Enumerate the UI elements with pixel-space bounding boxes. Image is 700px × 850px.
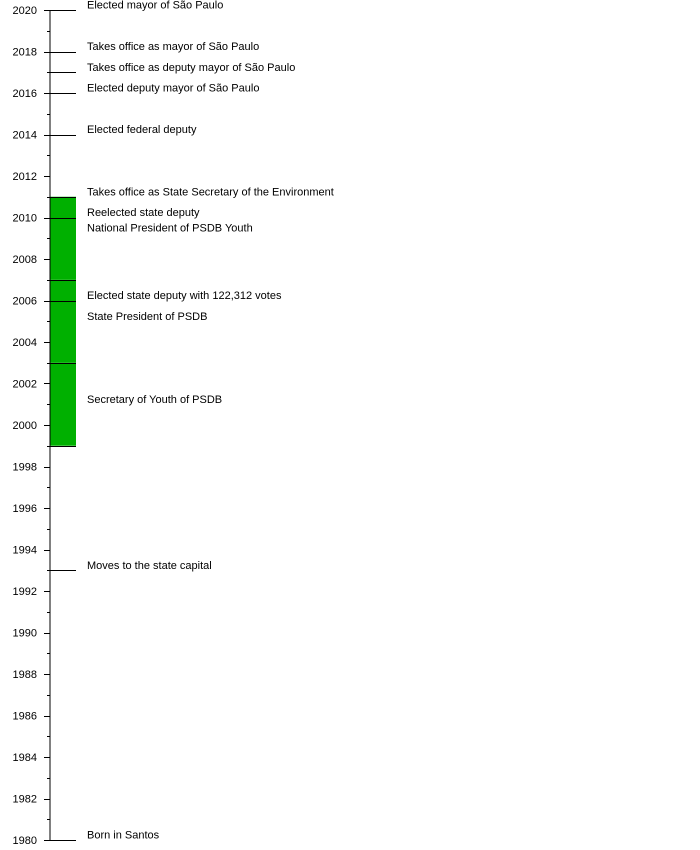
year-tick-label-1988: 1988	[12, 669, 37, 681]
events-layer	[50, 0, 334, 842]
year-tick-label-1996: 1996	[12, 503, 37, 515]
year-tick-label-1982: 1982	[12, 793, 37, 806]
event-label-4: Elected federal deputy	[87, 124, 197, 136]
event-label-10: Secretary of Youth of PSDB	[87, 393, 223, 406]
year-tick-label-2006: 2006	[12, 295, 37, 308]
year-tick-label-1980: 1980	[12, 835, 37, 847]
event-label-3: Elected deputy mayor of São Paulo	[87, 82, 260, 95]
year-tick-label-1984: 1984	[12, 752, 37, 764]
period-bar-2007-2011	[50, 197, 76, 280]
year-tick-label-2000: 2000	[12, 420, 37, 432]
year-tick-label-2018: 2018	[12, 46, 37, 59]
event-label-11: Moves to the state capital	[87, 559, 212, 572]
year-tick-label-2016: 2016	[12, 88, 37, 100]
event-label-9: State President of PSDB	[87, 310, 208, 323]
event-label-1: Takes office as mayor of São Paulo	[87, 41, 260, 53]
year-ticks-layer	[13, 5, 50, 847]
periods-layer	[50, 197, 76, 447]
year-tick-label-2020: 2020	[12, 5, 37, 17]
year-tick-label-2002: 2002	[12, 378, 37, 391]
period-bar-2003-2007	[50, 280, 76, 363]
period-bar-1999-2003	[50, 363, 76, 446]
year-tick-label-2010: 2010	[12, 212, 37, 225]
year-tick-label-1986: 1986	[12, 710, 37, 723]
event-label-0: Elected mayor of São Paulo	[87, 0, 224, 12]
year-tick-label-2014: 2014	[12, 129, 37, 142]
event-label-6: Reelected state deputy	[87, 207, 200, 219]
year-tick-label-2008: 2008	[12, 254, 37, 266]
year-tick-label-1992: 1992	[12, 586, 37, 598]
event-label-2: Takes office as deputy mayor of São Paulo	[87, 61, 296, 74]
year-tick-label-2012: 2012	[12, 171, 37, 183]
event-label-5: Takes office as State Secretary of the Environment	[87, 186, 334, 199]
event-label-7: National President of PSDB Youth	[87, 222, 253, 235]
event-label-12: Born in Santos	[87, 829, 160, 842]
year-tick-label-1990: 1990	[12, 627, 37, 640]
year-tick-label-2004: 2004	[12, 337, 37, 349]
year-tick-label-1998: 1998	[12, 461, 37, 474]
event-label-8: Elected state deputy with 122,312 votes	[87, 290, 282, 302]
year-tick-label-1994: 1994	[12, 544, 37, 557]
